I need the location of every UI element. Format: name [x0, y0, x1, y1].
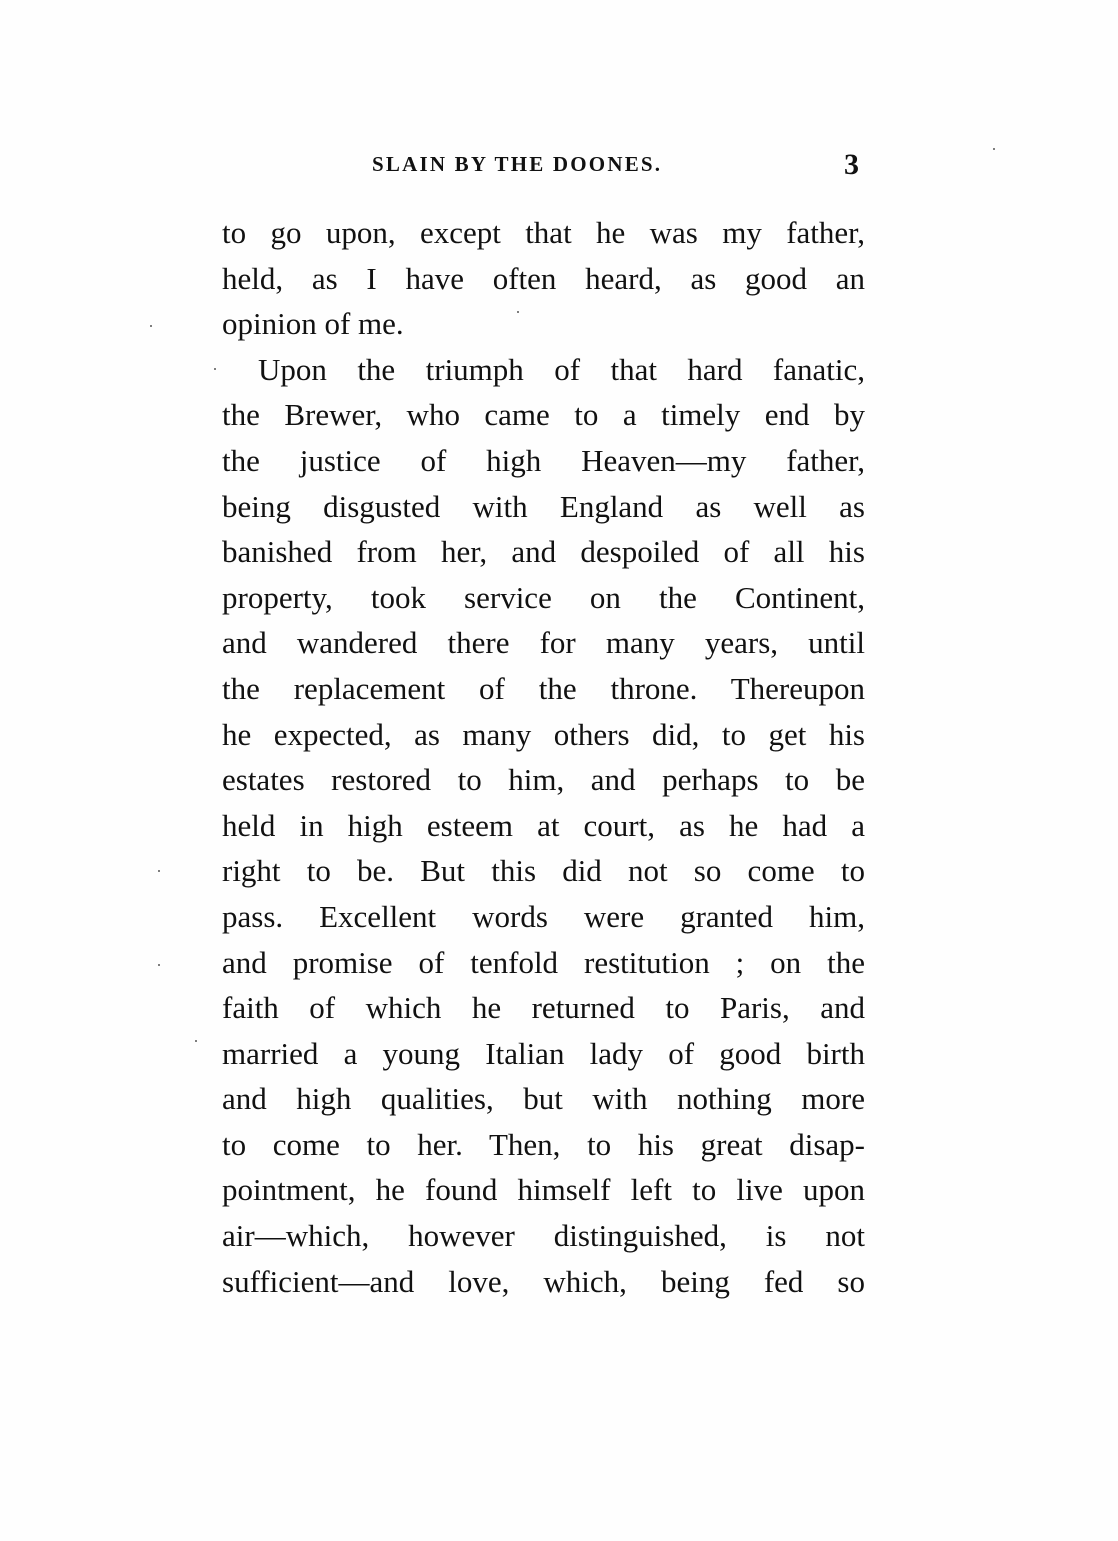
- text-line: being disgusted with England as well as: [222, 488, 865, 524]
- text-line: and wandered there for many years, until: [222, 625, 865, 661]
- text-line: he expected, as many others did, to get his: [222, 716, 865, 752]
- text-line: property, took service on the Continent,: [222, 579, 865, 615]
- text-line: pointment, he found himself left to live upon: [222, 1172, 865, 1208]
- text-line: right to be. But this did not so come to: [222, 853, 865, 889]
- text-line: the Brewer, who came to a timely end by: [222, 397, 865, 433]
- text-line: pass. Excellent words were granted him,: [222, 898, 865, 934]
- scan-speck: [158, 870, 160, 872]
- text-line: and high qualities, but with nothing more: [222, 1081, 865, 1117]
- text-line: to go upon, except that he was my father,: [222, 215, 865, 250]
- running-head: SLAIN BY THE DOONES.: [372, 152, 663, 176]
- text-line: faith of which he returned to Paris, and: [222, 990, 865, 1026]
- scan-speck: [195, 1040, 197, 1042]
- text-line: married a young Italian lady of good birth: [222, 1035, 865, 1071]
- text-line: sufficient—and love, which, being fed so: [222, 1263, 865, 1299]
- scan-speck: [150, 325, 152, 327]
- text-line: banished from her, and despoiled of all his: [222, 534, 865, 570]
- text-line: the justice of high Heaven—my father,: [222, 442, 865, 478]
- text-line: estates restored to him, and perhaps to be: [222, 762, 865, 798]
- scan-speck: [214, 368, 216, 370]
- text-line: air—which, however distinguished, is not: [222, 1218, 865, 1254]
- text-line: held in high esteem at court, as he had a: [222, 807, 865, 843]
- scan-speck: [158, 964, 160, 966]
- text-line: to come to her. Then, to his great disap-: [222, 1126, 865, 1162]
- text-line: opinion of me.: [222, 306, 404, 342]
- text-line: held, as I have often heard, as good an: [222, 260, 865, 296]
- scan-speck: [993, 148, 995, 150]
- scan-speck: [517, 311, 519, 313]
- text-line: and promise of tenfold restitution ; on the: [222, 944, 865, 980]
- text-line: Upon the triumph of that hard fanatic,: [258, 351, 865, 387]
- text-line: the replacement of the throne. Thereupon: [222, 670, 865, 706]
- page-number: 3: [844, 148, 859, 181]
- body-text: [222, 210, 865, 1304]
